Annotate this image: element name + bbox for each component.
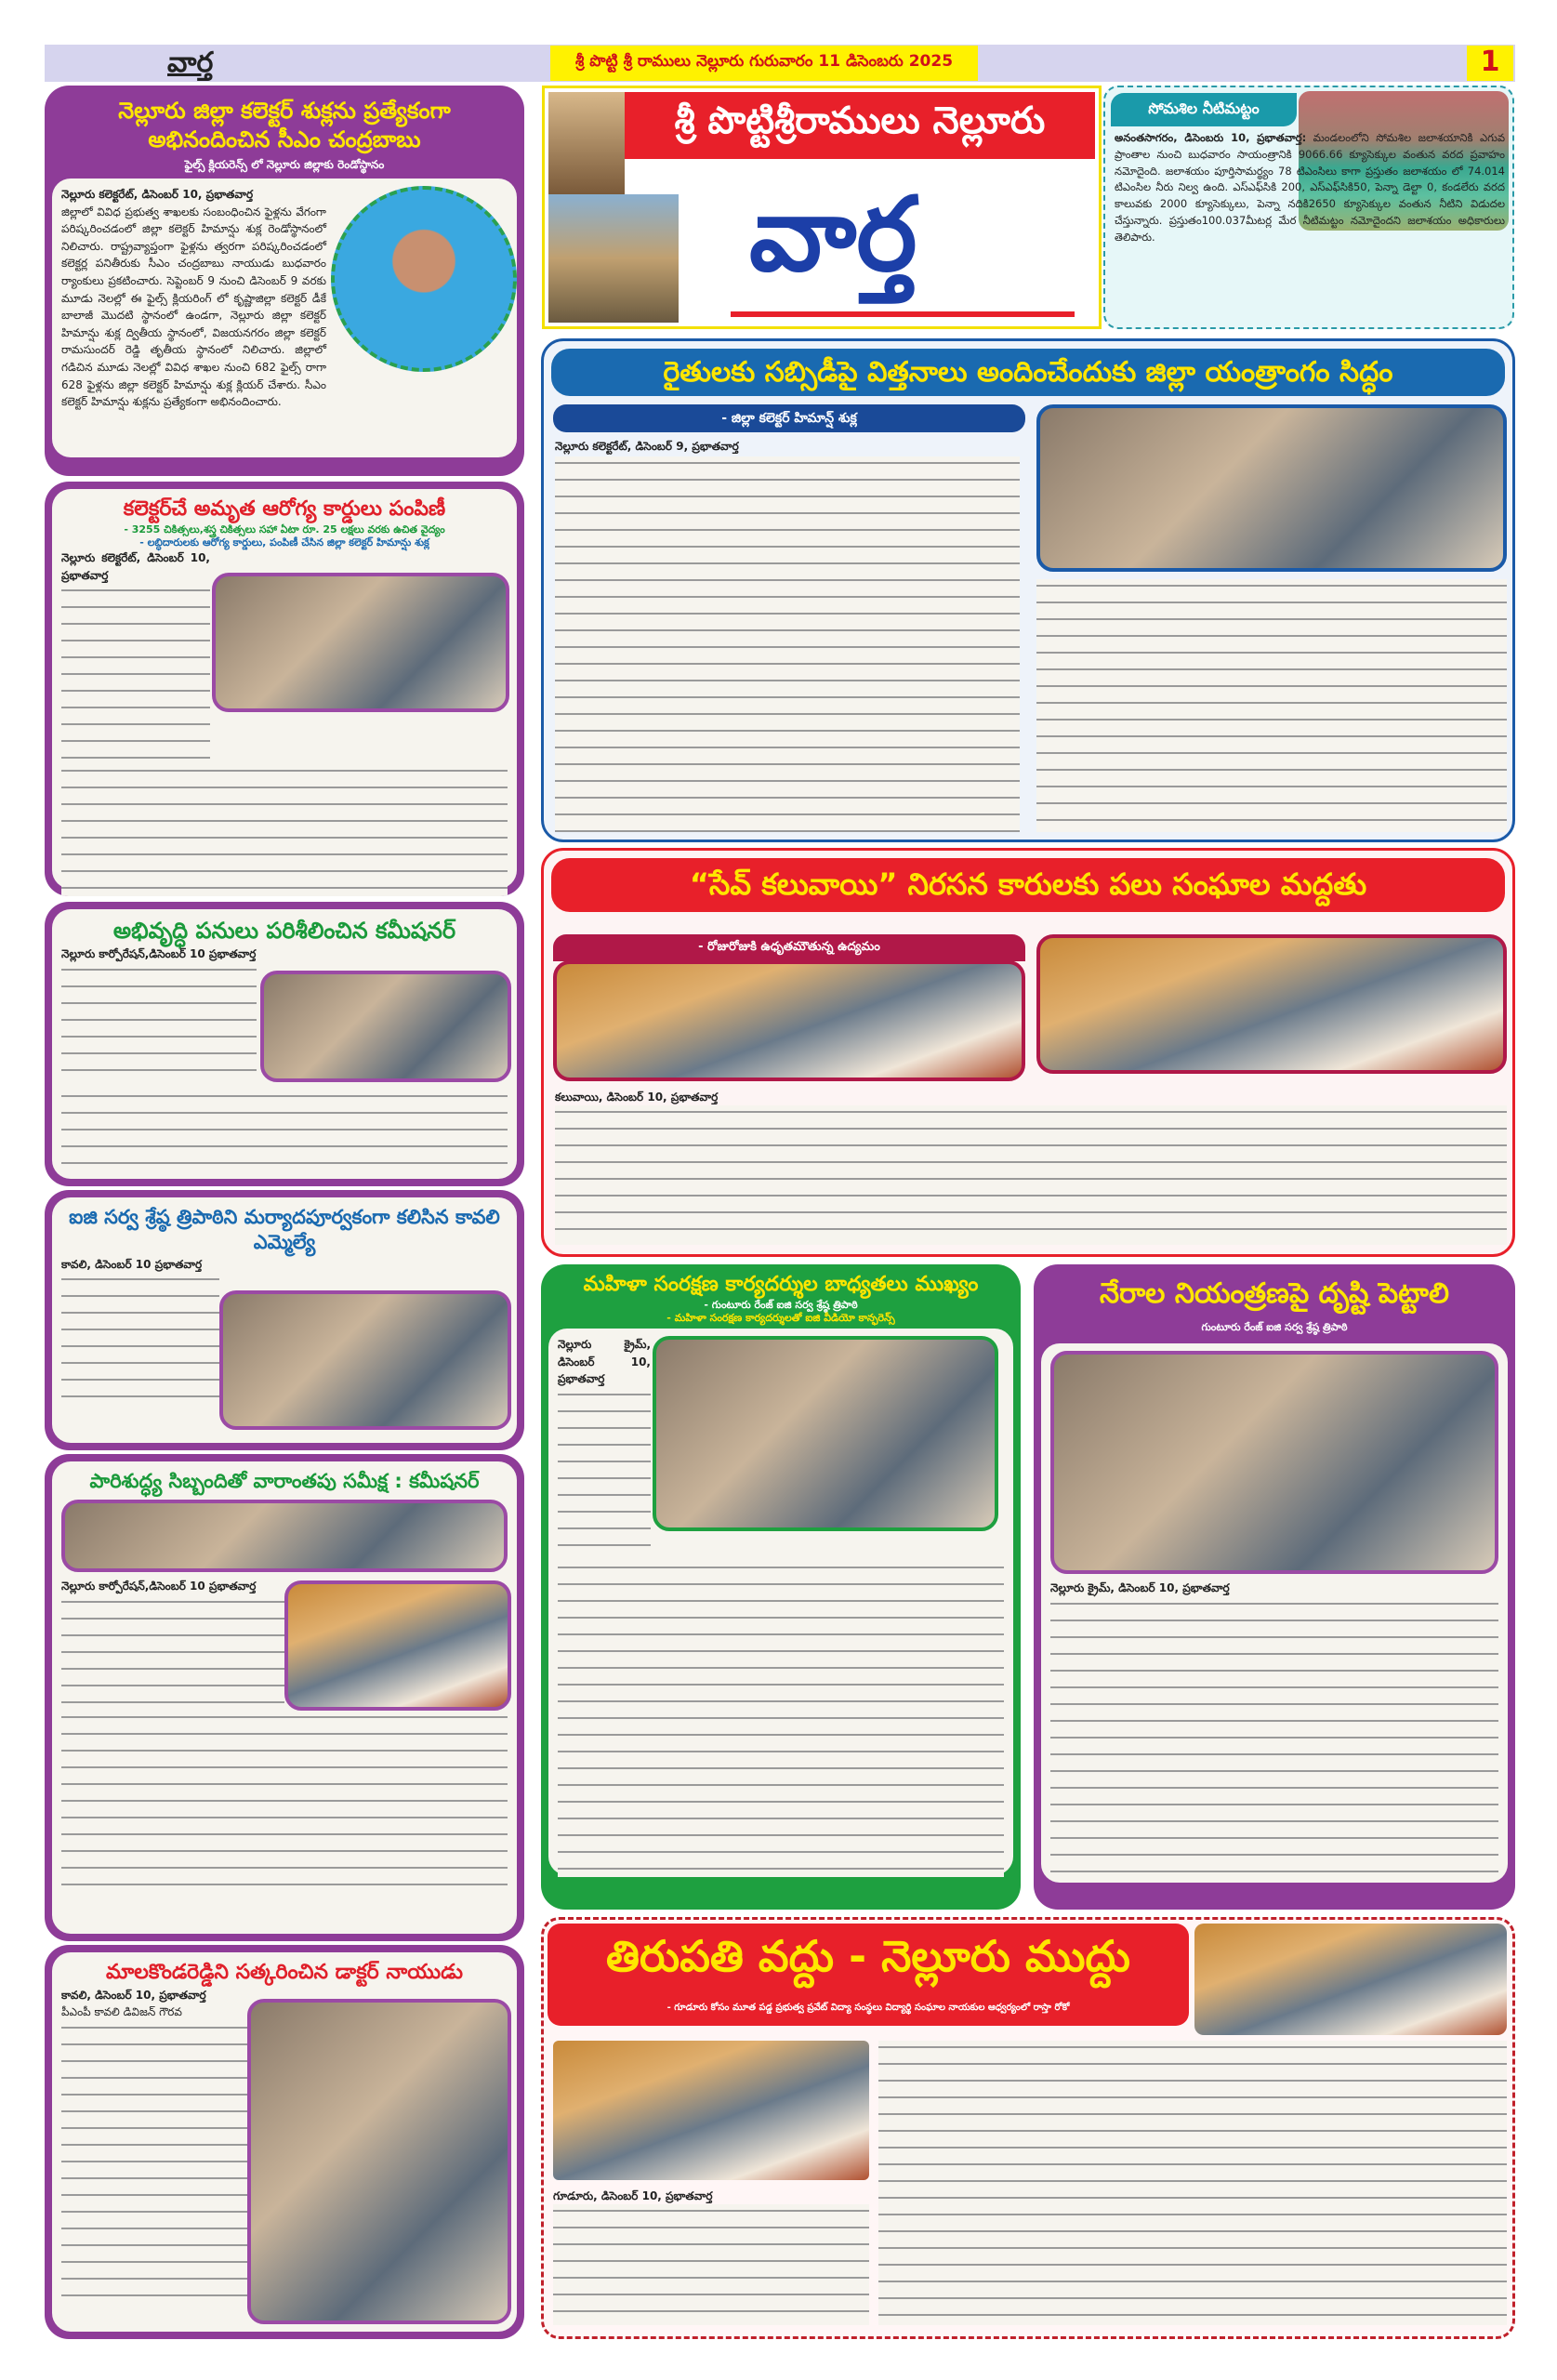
body-text — [61, 584, 210, 760]
mla-meeting-photo — [219, 1290, 511, 1430]
protest-photo-2 — [1036, 934, 1507, 1074]
temple-photo — [548, 194, 679, 323]
dateline: గూడూరు, డిసెంబర్ 10, ప్రభాతవార్త — [553, 2189, 713, 2202]
somasila-body — [1115, 130, 1505, 246]
body-text — [553, 2204, 869, 2325]
body-text: మండలంలోని సోమశిల జలాశయానికి ఎగువ ప్రాంతాల నుంచి బుధవారం సాయంత్రానికి 9066.66 క్యూసెక్కుల వంతున వరద ప్రవాహం నమోదైంది. జలాశయం పూర్తిసామర్థ్యం 78 టిఎంసిలు కాగా ప్రస్తుతం జలాశయం లో 74.014 టిఎంసిల నీరు నిల్వ ఉంది. ఎస్ఎఫ్‌సికి 200, ఎస్ఎఫ్‌సికి50, పెన్నా డెల్టా 0, కండలేరు వరద కాలువకు 2000 క్యూసెక్కులు, పెన్నా నదికి2650 క్యూసెక్కుల వంతున నీటిని విడుదల చేస్తున్నారు. ప్రస్తుతం100.037మీటర్ల మేర నీటిమట్టం నమోదైందని జలాశయం అధికారులు తెలిపారు. — [1115, 131, 1506, 244]
portrait-photo — [548, 92, 625, 194]
headline: మహిళా సంరక్షణ కార్యదర్శుల బాధ్యతలు ముఖ్యం — [583, 1273, 979, 1296]
edition-date: శ్రీ పొట్టి శ్రీ రాములు నెల్లూరు గురువారం 11 డిసెంబరు 2025 — [550, 46, 978, 81]
body-text — [1036, 579, 1507, 832]
body-text — [555, 1105, 1507, 1245]
dateline: నెల్లూరు క్రైమ్, డిసెంబర్ 10, ప్రభాతవార్త — [558, 1338, 651, 1386]
headline: నేరాల నియంత్రణపై దృష్టి పెట్టాలి — [1100, 1277, 1449, 1310]
seeds-distribution-photo — [1036, 404, 1507, 572]
headline: ఐజి సర్వ శ్రేష్ఠ త్రిపాఠిని మర్యాదపూర్వకంగా కలిసిన కావలి ఎమ్మెల్యే — [69, 1206, 500, 1254]
body-text — [61, 1711, 508, 1897]
subheadline: - లబ్ధిదారులకు ఆరోగ్య కార్డులు, పంపిణీ చేసిన జిల్లా కలెక్టర్ హిమాన్షు శుక్ల — [139, 536, 429, 549]
headline: మాలకొండరెడ్డిని సత్కరించిన డాక్టర్ నాయుడు — [105, 1961, 464, 1984]
police-meeting-photo — [1050, 1351, 1498, 1574]
article-health-cards — [45, 482, 524, 896]
headline: “సేవ్ కలువాయి” నిరసన కారులకు పలు సంఘాల మద్దతు — [551, 858, 1505, 912]
article-save-kaluvai — [541, 848, 1515, 1257]
article-women-protection — [541, 1264, 1021, 1910]
felicitation-photo — [247, 1999, 511, 2324]
article-kavali-mla — [45, 1190, 524, 1450]
body-text: జిల్లాలో వివిధ ప్రభుత్వ శాఖలకు సంబంధించిన ఫైళ్లను వేగంగా పరిష్కరించడంలో జిల్లా కలెక్టర్ హిమాన్షు శుక్ల రెండోస్థానంలో నిలిచారు. రాష్ట్రవ్యాప్తంగా ఫైళ్లను త్వరగా పరిష్కరించడంలో కలెక్టర్ల పనితీరుకు సీఎం చంద్రబాబు నాయుడు బుధవారం ర్యాంకులు ప్రకటించారు. సెప్టెంబర్ 9 నుంచి డిసెంబర్ 9 వరకు మూడు నెలల్లో ఈ ఫైల్స్ క్లియరింగ్ లో కృష్ణాజిల్లా కలెక్టర్ డీకే బాలాజీ మొదటి స్థానంలో ఉండగా, నెల్లూరు జిల్లా కలెక్టర్ హిమాన్షు శుక్ల ద్వితీయ స్థానంలో, విజయనగరం జిల్లా కలెక్టర్ రామసుందర్ రెడ్డి తృతీయ స్థానంలో నిలిచారు. జిల్లాలో గడిచిన మూడు నెలల్లో వివిధ శాఖల నుంచి 682 ఫైల్స్ రాగా 628 ఫైళ్లను జిల్లా కలెక్టర్ హిమాన్షు శుక్ల క్లియర్ చేశారు. సీఎం కలెక్టర్ హిమాన్షు శుక్లను ప్రత్యేకంగా అభినందించారు. — [61, 205, 326, 409]
body-text — [61, 1595, 284, 1707]
headline: రైతులకు సబ్సిడీపై విత్తనాలు అందించేందుకు జిల్లా యంత్రాంగం సిద్ధం — [551, 349, 1505, 396]
dateline: నెల్లూరు కలెక్టరేట్, డిసెంబర్ 10, ప్రభాతవార్త — [61, 551, 210, 582]
somasila-title: సోమశిల నీటిమట్టం — [1111, 93, 1297, 126]
article-commissioner-works — [45, 902, 524, 1186]
body-text — [61, 963, 257, 1084]
page-number: 1 — [1467, 46, 1513, 81]
subheadline: గుంటూరు రేంజ్ ఐజి సర్వ శ్రేష్ఠ త్రిపాఠి — [1201, 1321, 1348, 1333]
body-text — [61, 1273, 219, 1412]
article-tirupati-nellore — [541, 1917, 1515, 2339]
masthead-title-band: శ్రీ పొట్టిశ్రీరాములు నెల్లూరు — [625, 92, 1095, 159]
body-text — [61, 764, 508, 896]
body-text: పీఎంపీ కావలి డివిజన్ గౌరవ — [61, 2005, 182, 2019]
dateline: కావలి, డిసెంబర్ 10, ప్రభాతవార్త — [61, 1988, 206, 2002]
body-text — [1050, 1597, 1498, 1876]
headline: అభివృద్ధి పనులు పరిశీలించిన కమీషనర్ — [112, 918, 456, 944]
dateline: నెల్లూరు కార్పోరేషన్,డిసెంబర్ 10 ప్రభాతవార్త — [61, 1580, 257, 1593]
paper-logo: వార్త — [167, 46, 214, 79]
body-text — [61, 2021, 247, 2300]
article-malakondareddy — [45, 1945, 524, 2339]
collector-photo — [331, 186, 517, 372]
headline: నెల్లూరు జిల్లా కలెక్టర్ శుక్లను ప్రత్యేకంగా అభినందించిన సీఎం చంద్రబాబు — [118, 98, 451, 153]
subheadline: - మహిళా సంరక్షణ కార్యదర్శులతో ఐజి వీడియో కాన్ఫరెన్స్ — [666, 1311, 895, 1324]
collector-body — [61, 186, 326, 411]
body-text — [555, 456, 1020, 832]
dateline: నెల్లూరు కార్పోరేషన్,డిసెంబర్ 10 ప్రభాతవార్త — [61, 947, 257, 961]
protest-photo-1 — [553, 960, 1025, 1081]
subheadline: ఫైల్స్ క్లియరెన్స్ లో నెల్లూరు జిల్లాకు రెండోస్థానం — [184, 158, 385, 172]
review-meeting-photo — [61, 1500, 508, 1572]
subheadline: - 3255 చికిత్సలు,శస్త్ర చికిత్సలు సహా ఏటా రూ. 25 లక్షలు వరకు ఉచిత వైద్యం — [124, 522, 445, 536]
subheadline: - జిల్లా కలెక్టర్ హిమాన్ష్ శుక్ల — [553, 404, 1025, 432]
video-conference-photo — [653, 1336, 998, 1531]
subheadline: - రోజురోజుకి ఉధృతమౌతున్న ఉద్యమం — [553, 934, 1025, 961]
masthead — [542, 86, 1102, 329]
dateline: నెల్లూరు కలెక్టరేట్, డిసెంబర్ 9, ప్రభాతవార్త — [555, 440, 739, 453]
subheadline: - గూడూరు కోసం మూత పడ్డ ప్రభుత్వ ప్రవేట్ విద్యా సంస్థలు విద్యార్థి సంఘాల నాయకుల ఆధ్వర్యంలో రాస్తా రోకో — [666, 2003, 1070, 2013]
rasta-roko-photo-1 — [1194, 1924, 1507, 2035]
dateline: కావలి, డిసెంబర్ 10 ప్రభాతవార్త — [61, 1257, 203, 1271]
body-text — [878, 2041, 1507, 2325]
malakonda-body — [61, 1987, 247, 2021]
health-cards-photo — [212, 573, 509, 712]
rasta-roko-photo-2 — [553, 2041, 869, 2180]
headline: పారిశుద్ధ్య సిబ్బందితో వారాంతపు సమీక్ష : కమీషనర్ — [89, 1470, 480, 1492]
dateline: నెల్లూరు క్రైమ్, డిసెంబర్ 10, ప్రభాతవార్త — [1050, 1581, 1230, 1595]
headline: కలెక్టర్‌చే అమృత ఆరోగ్య కార్డులు పంపిణీ — [123, 497, 446, 521]
subheadline: - గుంటూరు రేంజ్ ఐజి సర్వ శ్రేష్ఠ త్రిపాఠి — [704, 1298, 858, 1311]
logo-underline — [731, 311, 1075, 317]
body-text — [61, 1090, 508, 1164]
article-sanitation-review — [45, 1454, 524, 1941]
headline: తిరుపతి వద్దు - నెల్లూరు ముద్దు — [606, 1931, 1130, 1981]
somasila-article — [1103, 86, 1514, 329]
body-text — [558, 1388, 651, 1555]
article-crime-control — [1034, 1264, 1515, 1910]
article-farmers-seeds — [541, 338, 1515, 842]
article-collector-ranking — [45, 86, 524, 476]
sanitation-staff-photo — [284, 1580, 511, 1711]
body-text — [558, 1561, 1004, 1877]
dateline: అనంతసాగరం, డిసెంబరు 10, ప్రభాతవార్త: — [1115, 131, 1307, 144]
works-photo — [260, 971, 511, 1082]
dateline: కలువాయి, డిసెంబర్ 10, ప్రభాతవార్త — [555, 1091, 719, 1104]
dateline: నెల్లూరు కలెక్టరేట్, డిసెంబర్ 10, ప్రభాతవార్త — [61, 187, 254, 201]
masthead-logo: వార్త — [749, 175, 917, 294]
